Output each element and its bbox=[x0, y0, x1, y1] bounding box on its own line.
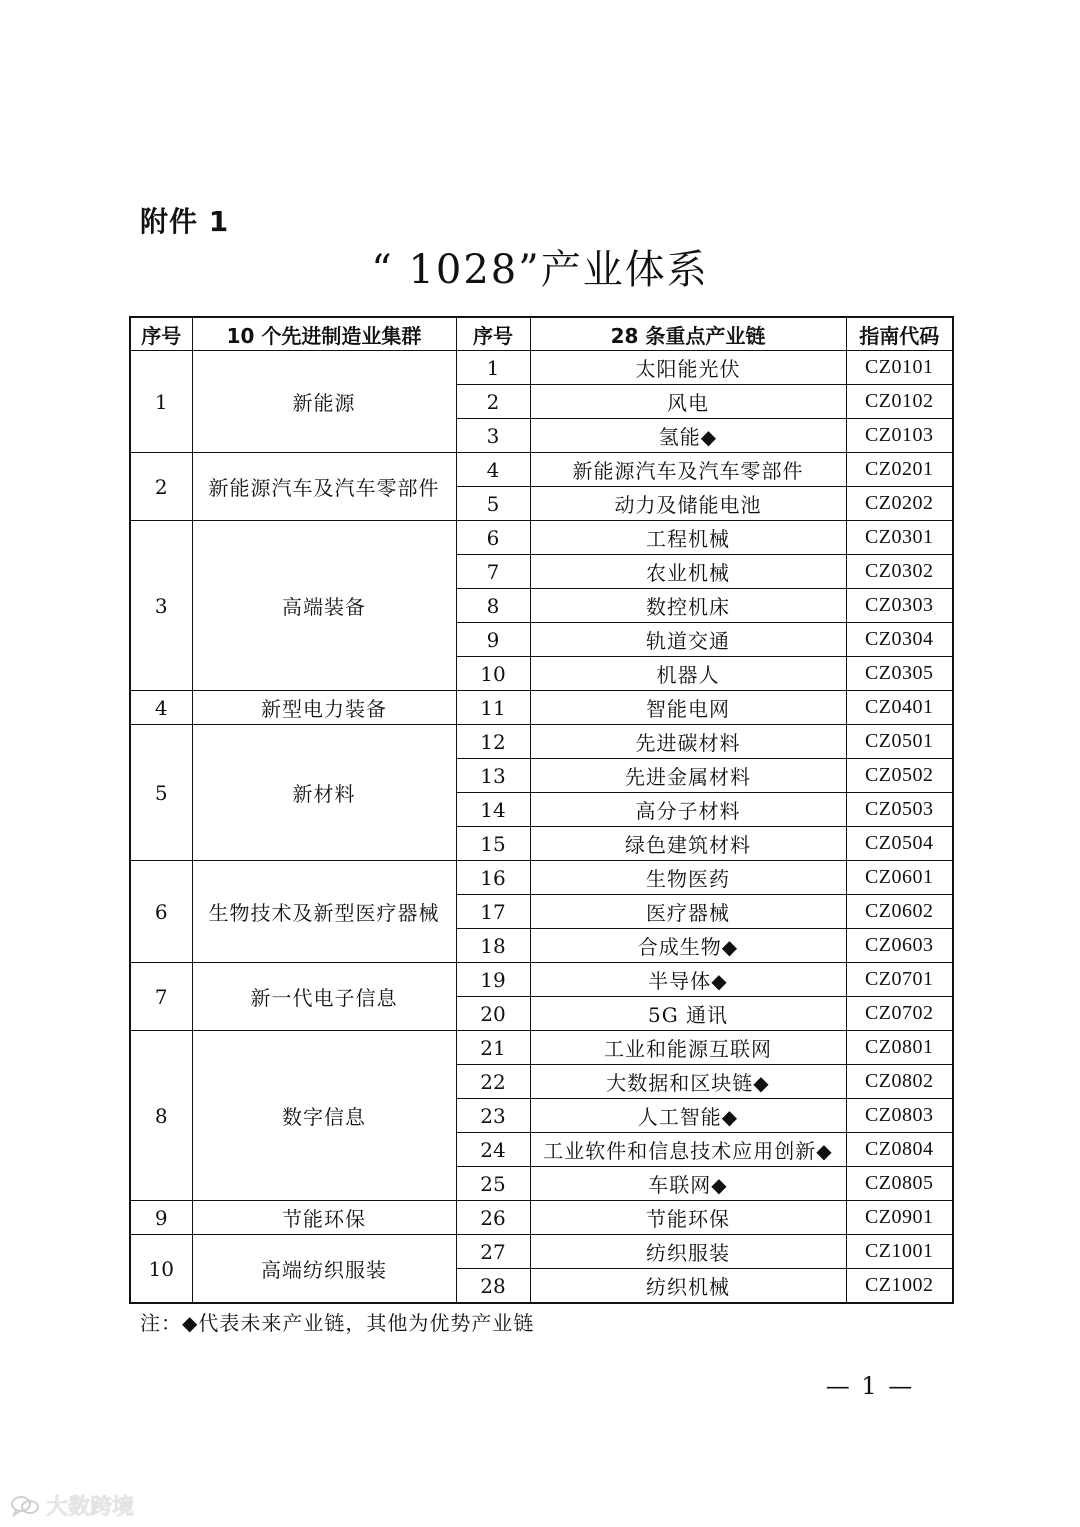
table-row bbox=[130, 1235, 953, 1269]
chain-name-cell: 大数据和区块链◆ bbox=[530, 1065, 846, 1099]
chain-name-cell: 动力及储能电池 bbox=[530, 487, 846, 521]
guide-code-cell: CZ0302 bbox=[846, 555, 953, 589]
chain-name-cell: 工业软件和信息技术应用创新◆ bbox=[530, 1133, 846, 1167]
chain-number-cell: 6 bbox=[456, 521, 530, 555]
guide-code-cell: CZ0601 bbox=[846, 861, 953, 895]
chain-number-cell: 20 bbox=[456, 997, 530, 1031]
guide-code-cell: CZ0702 bbox=[846, 997, 953, 1031]
chain-name-cell: 医疗器械 bbox=[530, 895, 846, 929]
table-row bbox=[130, 691, 953, 725]
chain-name-cell: 机器人 bbox=[530, 657, 846, 691]
chain-number-cell: 11 bbox=[456, 691, 530, 725]
cluster-name-cell: 新材料 bbox=[192, 725, 456, 861]
guide-code-cell: CZ0102 bbox=[846, 385, 953, 419]
cluster-number-cell: 7 bbox=[130, 963, 192, 1031]
guide-code-cell: CZ0602 bbox=[846, 895, 953, 929]
chain-name-cell: 工程机械 bbox=[530, 521, 846, 555]
guide-code-cell: CZ0301 bbox=[846, 521, 953, 555]
guide-code-cell: CZ0701 bbox=[846, 963, 953, 997]
table-body bbox=[130, 351, 953, 1304]
guide-code-cell: CZ0802 bbox=[846, 1065, 953, 1099]
guide-code-cell: CZ0901 bbox=[846, 1201, 953, 1235]
chain-number-cell: 27 bbox=[456, 1235, 530, 1269]
chain-name-cell: 工业和能源互联网 bbox=[530, 1031, 846, 1065]
watermark-text: 大数跨境 bbox=[46, 1495, 135, 1520]
chain-name-cell: 纺织机械 bbox=[530, 1269, 846, 1304]
chain-name-cell: 氢能◆ bbox=[530, 419, 846, 453]
chain-number-cell: 28 bbox=[456, 1269, 530, 1304]
chain-name-cell: 合成生物◆ bbox=[530, 929, 846, 963]
table-row bbox=[130, 1031, 953, 1065]
chain-name-cell: 节能环保 bbox=[530, 1201, 846, 1235]
cluster-name-cell: 高端装备 bbox=[192, 521, 456, 691]
table-row bbox=[130, 963, 953, 997]
watermark bbox=[10, 1490, 134, 1521]
chain-name-cell: 风电 bbox=[530, 385, 846, 419]
chain-name-cell: 车联网◆ bbox=[530, 1167, 846, 1201]
guide-code-cell: CZ0103 bbox=[846, 419, 953, 453]
header-chain-no: 序号 bbox=[456, 317, 530, 351]
chain-number-cell: 1 bbox=[456, 351, 530, 385]
header-chain: 28 条重点产业链 bbox=[530, 317, 846, 351]
guide-code-cell: CZ0305 bbox=[846, 657, 953, 691]
guide-code-cell: CZ1001 bbox=[846, 1235, 953, 1269]
chain-number-cell: 15 bbox=[456, 827, 530, 861]
chain-name-cell: 半导体◆ bbox=[530, 963, 846, 997]
cluster-number-cell: 9 bbox=[130, 1201, 192, 1235]
chain-number-cell: 17 bbox=[456, 895, 530, 929]
cluster-name-cell: 新能源 bbox=[192, 351, 456, 453]
guide-code-cell: CZ0502 bbox=[846, 759, 953, 793]
cluster-number-cell: 4 bbox=[130, 691, 192, 725]
chain-number-cell: 5 bbox=[456, 487, 530, 521]
cluster-number-cell: 10 bbox=[130, 1235, 192, 1304]
chain-name-cell: 先进碳材料 bbox=[530, 725, 846, 759]
chain-number-cell: 26 bbox=[456, 1201, 530, 1235]
chain-number-cell: 9 bbox=[456, 623, 530, 657]
chain-name-cell: 农业机械 bbox=[530, 555, 846, 589]
guide-code-cell: CZ0303 bbox=[846, 589, 953, 623]
cluster-name-cell: 生物技术及新型医疗器械 bbox=[192, 861, 456, 963]
chain-name-cell: 轨道交通 bbox=[530, 623, 846, 657]
table-row bbox=[130, 351, 953, 385]
guide-code-cell: CZ0503 bbox=[846, 793, 953, 827]
chain-number-cell: 4 bbox=[456, 453, 530, 487]
guide-code-cell: CZ0804 bbox=[846, 1133, 953, 1167]
chain-name-cell: 数控机床 bbox=[530, 589, 846, 623]
guide-code-cell: CZ0504 bbox=[846, 827, 953, 861]
guide-code-cell: CZ0603 bbox=[846, 929, 953, 963]
chain-number-cell: 19 bbox=[456, 963, 530, 997]
chain-name-cell: 太阳能光伏 bbox=[530, 351, 846, 385]
cluster-number-cell: 3 bbox=[130, 521, 192, 691]
chain-number-cell: 16 bbox=[456, 861, 530, 895]
cluster-name-cell: 新能源汽车及汽车零部件 bbox=[192, 453, 456, 521]
guide-code-cell: CZ0803 bbox=[846, 1099, 953, 1133]
chain-name-cell: 纺织服装 bbox=[530, 1235, 846, 1269]
cluster-number-cell: 8 bbox=[130, 1031, 192, 1201]
attachment-label: 附件 1 bbox=[140, 205, 230, 238]
header-code: 指南代码 bbox=[846, 317, 953, 351]
document-title: “ 1028”产业体系 bbox=[371, 247, 709, 293]
chain-number-cell: 25 bbox=[456, 1167, 530, 1201]
cluster-number-cell: 5 bbox=[130, 725, 192, 861]
guide-code-cell: CZ0201 bbox=[846, 453, 953, 487]
guide-code-cell: CZ1002 bbox=[846, 1269, 953, 1304]
chain-name-cell: 生物医药 bbox=[530, 861, 846, 895]
chain-name-cell: 新能源汽车及汽车零部件 bbox=[530, 453, 846, 487]
table-row bbox=[130, 1201, 953, 1235]
chain-number-cell: 10 bbox=[456, 657, 530, 691]
table-header-row bbox=[130, 317, 953, 351]
chain-number-cell: 22 bbox=[456, 1065, 530, 1099]
chain-name-cell: 5G 通讯 bbox=[530, 997, 846, 1031]
cluster-number-cell: 6 bbox=[130, 861, 192, 963]
guide-code-cell: CZ0501 bbox=[846, 725, 953, 759]
guide-code-cell: CZ0304 bbox=[846, 623, 953, 657]
table-row bbox=[130, 521, 953, 555]
chain-name-cell: 人工智能◆ bbox=[530, 1099, 846, 1133]
chain-number-cell: 21 bbox=[456, 1031, 530, 1065]
cluster-number-cell: 1 bbox=[130, 351, 192, 453]
guide-code-cell: CZ0401 bbox=[846, 691, 953, 725]
chat-bubbles-icon bbox=[10, 1494, 40, 1518]
cluster-number-cell: 2 bbox=[130, 453, 192, 521]
chain-name-cell: 绿色建筑材料 bbox=[530, 827, 846, 861]
cluster-name-cell: 新型电力装备 bbox=[192, 691, 456, 725]
page-number: — 1 — bbox=[825, 1372, 915, 1400]
cluster-name-cell: 高端纺织服装 bbox=[192, 1235, 456, 1304]
chain-number-cell: 12 bbox=[456, 725, 530, 759]
chain-number-cell: 8 bbox=[456, 589, 530, 623]
chain-number-cell: 14 bbox=[456, 793, 530, 827]
header-cluster: 10 个先进制造业集群 bbox=[192, 317, 456, 351]
cluster-name-cell: 数字信息 bbox=[192, 1031, 456, 1201]
chain-number-cell: 24 bbox=[456, 1133, 530, 1167]
chain-name-cell: 智能电网 bbox=[530, 691, 846, 725]
chain-number-cell: 3 bbox=[456, 419, 530, 453]
chain-number-cell: 18 bbox=[456, 929, 530, 963]
chain-number-cell: 13 bbox=[456, 759, 530, 793]
table-row bbox=[130, 725, 953, 759]
footnote: 注：◆代表未来产业链，其他为优势产业链 bbox=[140, 1311, 535, 1335]
cluster-name-cell: 节能环保 bbox=[192, 1201, 456, 1235]
cluster-name-cell: 新一代电子信息 bbox=[192, 963, 456, 1031]
chain-number-cell: 7 bbox=[456, 555, 530, 589]
guide-code-cell: CZ0202 bbox=[846, 487, 953, 521]
table-row bbox=[130, 861, 953, 895]
guide-code-cell: CZ0805 bbox=[846, 1167, 953, 1201]
chain-name-cell: 先进金属材料 bbox=[530, 759, 846, 793]
industry-system-table bbox=[129, 316, 954, 1304]
chain-number-cell: 2 bbox=[456, 385, 530, 419]
guide-code-cell: CZ0801 bbox=[846, 1031, 953, 1065]
header-cluster-no: 序号 bbox=[130, 317, 192, 351]
table-row bbox=[130, 453, 953, 487]
chain-name-cell: 高分子材料 bbox=[530, 793, 846, 827]
chain-number-cell: 23 bbox=[456, 1099, 530, 1133]
guide-code-cell: CZ0101 bbox=[846, 351, 953, 385]
